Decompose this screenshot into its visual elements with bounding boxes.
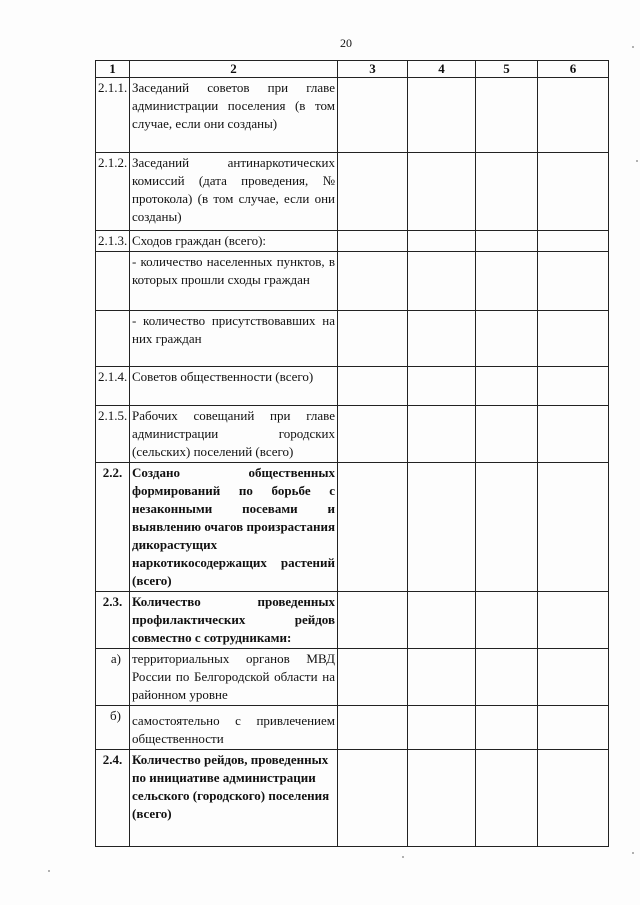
value-cell — [338, 463, 408, 592]
value-cell — [538, 592, 609, 649]
value-cell — [338, 367, 408, 406]
scan-speck — [636, 160, 638, 162]
row-label: Сходов граждан (всего): — [130, 231, 338, 252]
table-row — [96, 311, 609, 367]
table-row — [96, 153, 609, 231]
value-cell — [538, 406, 609, 463]
value-cell — [538, 252, 609, 311]
value-cell — [408, 367, 476, 406]
value-cell — [476, 367, 538, 406]
report-table — [95, 60, 609, 847]
row-number: б) — [96, 706, 130, 750]
value-cell — [338, 311, 408, 367]
value-cell — [408, 78, 476, 153]
value-cell — [408, 252, 476, 311]
row-label: самостоятельно с привлечением общественности — [130, 706, 338, 750]
row-label: Создано общественных формирований по борьбе с незаконными посевами и выявлению очагов произрастания дикорастущих наркотикосодержащих растений (всего) — [130, 463, 338, 592]
value-cell — [476, 252, 538, 311]
value-cell — [408, 406, 476, 463]
row-number: 2.1.2. — [96, 153, 130, 231]
value-cell — [538, 78, 609, 153]
value-cell — [338, 231, 408, 252]
row-label: Заседаний антинаркотических комиссий (дата проведения, № протокола) (в том случае, если они созданы) — [130, 153, 338, 231]
value-cell — [338, 252, 408, 311]
table-row — [96, 463, 609, 592]
row-label: - количество населенных пунктов, в которых прошли сходы граждан — [130, 252, 338, 311]
value-cell — [476, 153, 538, 231]
value-cell — [476, 463, 538, 592]
row-number: 2.1.5. — [96, 406, 130, 463]
value-cell — [476, 78, 538, 153]
scan-speck — [632, 46, 634, 48]
value-cell — [538, 153, 609, 231]
row-number: 2.2. — [96, 463, 130, 592]
table-row — [96, 750, 609, 847]
value-cell — [476, 649, 538, 706]
value-cell — [476, 750, 538, 847]
table-row — [96, 78, 609, 153]
value-cell — [538, 311, 609, 367]
value-cell — [408, 592, 476, 649]
value-cell — [408, 153, 476, 231]
value-cell — [408, 649, 476, 706]
value-cell — [408, 463, 476, 592]
value-cell — [338, 649, 408, 706]
table-row — [96, 406, 609, 463]
row-number: 2.3. — [96, 592, 130, 649]
row-label: территориальных органов МВД России по Белгородской области на районном уровне — [130, 649, 338, 706]
row-number — [96, 252, 130, 311]
value-cell — [338, 78, 408, 153]
value-cell — [538, 367, 609, 406]
value-cell — [408, 231, 476, 252]
table-row — [96, 367, 609, 406]
value-cell — [338, 592, 408, 649]
row-number: 2.4. — [96, 750, 130, 847]
header-col-1: 1 — [96, 61, 130, 78]
row-number — [96, 311, 130, 367]
value-cell — [338, 153, 408, 231]
value-cell — [476, 592, 538, 649]
row-label: Количество проведенных профилактических рейдов совместно с сотрудниками: — [130, 592, 338, 649]
value-cell — [476, 706, 538, 750]
value-cell — [538, 750, 609, 847]
value-cell — [538, 463, 609, 592]
row-label: Советов общественности (всего) — [130, 367, 338, 406]
header-col-6: 6 — [538, 61, 609, 78]
table-row — [96, 649, 609, 706]
row-number: а) — [96, 649, 130, 706]
value-cell — [476, 406, 538, 463]
value-cell — [408, 706, 476, 750]
table-row — [96, 706, 609, 750]
row-number: 2.1.4. — [96, 367, 130, 406]
header-col-3: 3 — [338, 61, 408, 78]
value-cell — [538, 649, 609, 706]
table-row — [96, 592, 609, 649]
row-label: Количество рейдов, проведенных по инициативе администрации сельского (городского) поселения (всего) — [130, 750, 338, 847]
value-cell — [338, 750, 408, 847]
scan-speck — [632, 852, 634, 854]
row-label: Рабочих совещаний при главе администрации городских (сельских) поселений (всего) — [130, 406, 338, 463]
page-number: 20 — [340, 36, 352, 50]
value-cell — [408, 311, 476, 367]
value-cell — [538, 706, 609, 750]
table-row — [96, 231, 609, 252]
header-col-5: 5 — [476, 61, 538, 78]
value-cell — [476, 311, 538, 367]
row-number: 2.1.3. — [96, 231, 130, 252]
value-cell — [476, 231, 538, 252]
header-col-2: 2 — [130, 61, 338, 78]
row-label: Заседаний советов при главе администрации поселения (в том случае, если они созданы) — [130, 78, 338, 153]
table-row — [96, 252, 609, 311]
scan-speck — [48, 870, 50, 872]
row-number: 2.1.1. — [96, 78, 130, 153]
value-cell — [408, 750, 476, 847]
header-row — [96, 61, 609, 78]
header-col-4: 4 — [408, 61, 476, 78]
value-cell — [338, 706, 408, 750]
value-cell — [338, 406, 408, 463]
value-cell — [538, 231, 609, 252]
row-label: - количество присутствовавших на них граждан — [130, 311, 338, 367]
scan-speck — [402, 856, 404, 858]
